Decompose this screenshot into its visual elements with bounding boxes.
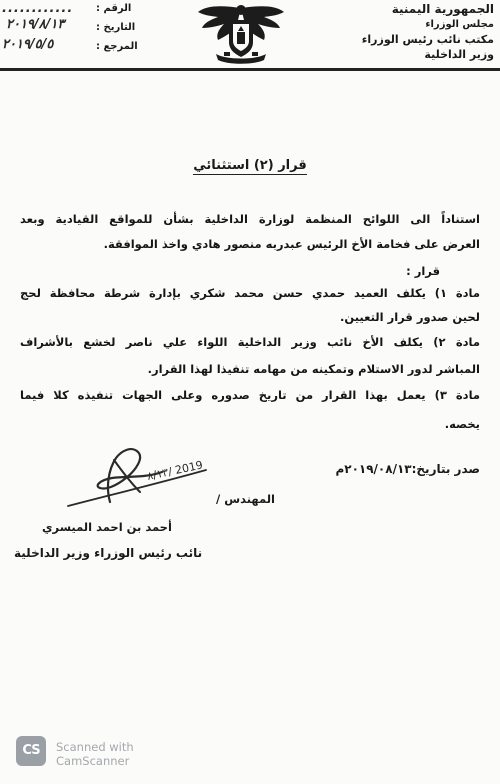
camscanner-logo-icon: CS [16,736,46,766]
body-line: المباشر لدور الاستلام وتمكينه من مهامه تنفيذا لهذا القرار. [147,362,480,376]
date-value: ٢٠١٩/٨/١٣ [6,17,65,32]
date-label: التاريخ : [96,22,136,33]
body-line: العرض على فخامة الأخ الرئيس عبدربه منصور هادي واخذ الموافقة. [103,237,480,251]
article-2: مادة ٢) يكلف الأخ نائب وزير الداخلية اللواء علي ناصر لخشع بالأشراف [20,335,480,349]
reference-label: المرجع : [96,41,138,52]
watermark-line: CamScanner [56,754,130,768]
agency-line: وزير الداخلية [424,48,494,61]
signatory-position: نائب رئيس الوزراء وزير الداخلية [14,546,203,560]
reference-value: ٢٠١٩/٥/٥ [2,37,54,52]
header-divider [0,68,500,71]
issuing-agency [361,2,494,62]
agency-line: مكتب نائب رئيس الوزراء [361,33,494,46]
article-1: مادة ١) يكلف العميد حمدي حسن محمد شكري بإدارة شرطة محافظة لحج [20,286,480,300]
watermark-line: Scanned with [56,740,134,754]
letterhead [0,0,500,72]
body-line: لحين صدور قرار التعيين. [340,310,480,324]
decree-title: قرار (٢) استثنائي [193,158,307,173]
camscanner-watermark [56,740,134,768]
signature-date: ٨/١٣/ 2019 [145,458,205,483]
handwritten-signature [66,440,216,515]
body-line: استناداً الى اللوائح المنظمة لوزارة الداخلية بشأن للمواقع القيادية وبعد [20,212,480,226]
number-label: الرقم : [96,3,132,14]
body-line: يخصه. [444,417,480,431]
body-line: قرار : [406,264,440,278]
agency-line: الجمهورية اليمنية [391,2,494,16]
number-value: ............ [2,1,74,16]
signatory-name: أحمد بن احمد الميسري [42,520,172,534]
agency-line: مجلس الوزراء [425,19,494,30]
signatory-title: المهندس / [216,492,275,506]
article-3: مادة ٣) يعمل بهذا القرار من تاريخ صدوره وعلى الجهات تنفيذه كلا فيما [20,388,481,402]
republic-eagle-emblem-icon [196,2,286,68]
issue-date: صدر بتاريخ:٢٠١٩/٠٨/١٣م [335,462,480,476]
